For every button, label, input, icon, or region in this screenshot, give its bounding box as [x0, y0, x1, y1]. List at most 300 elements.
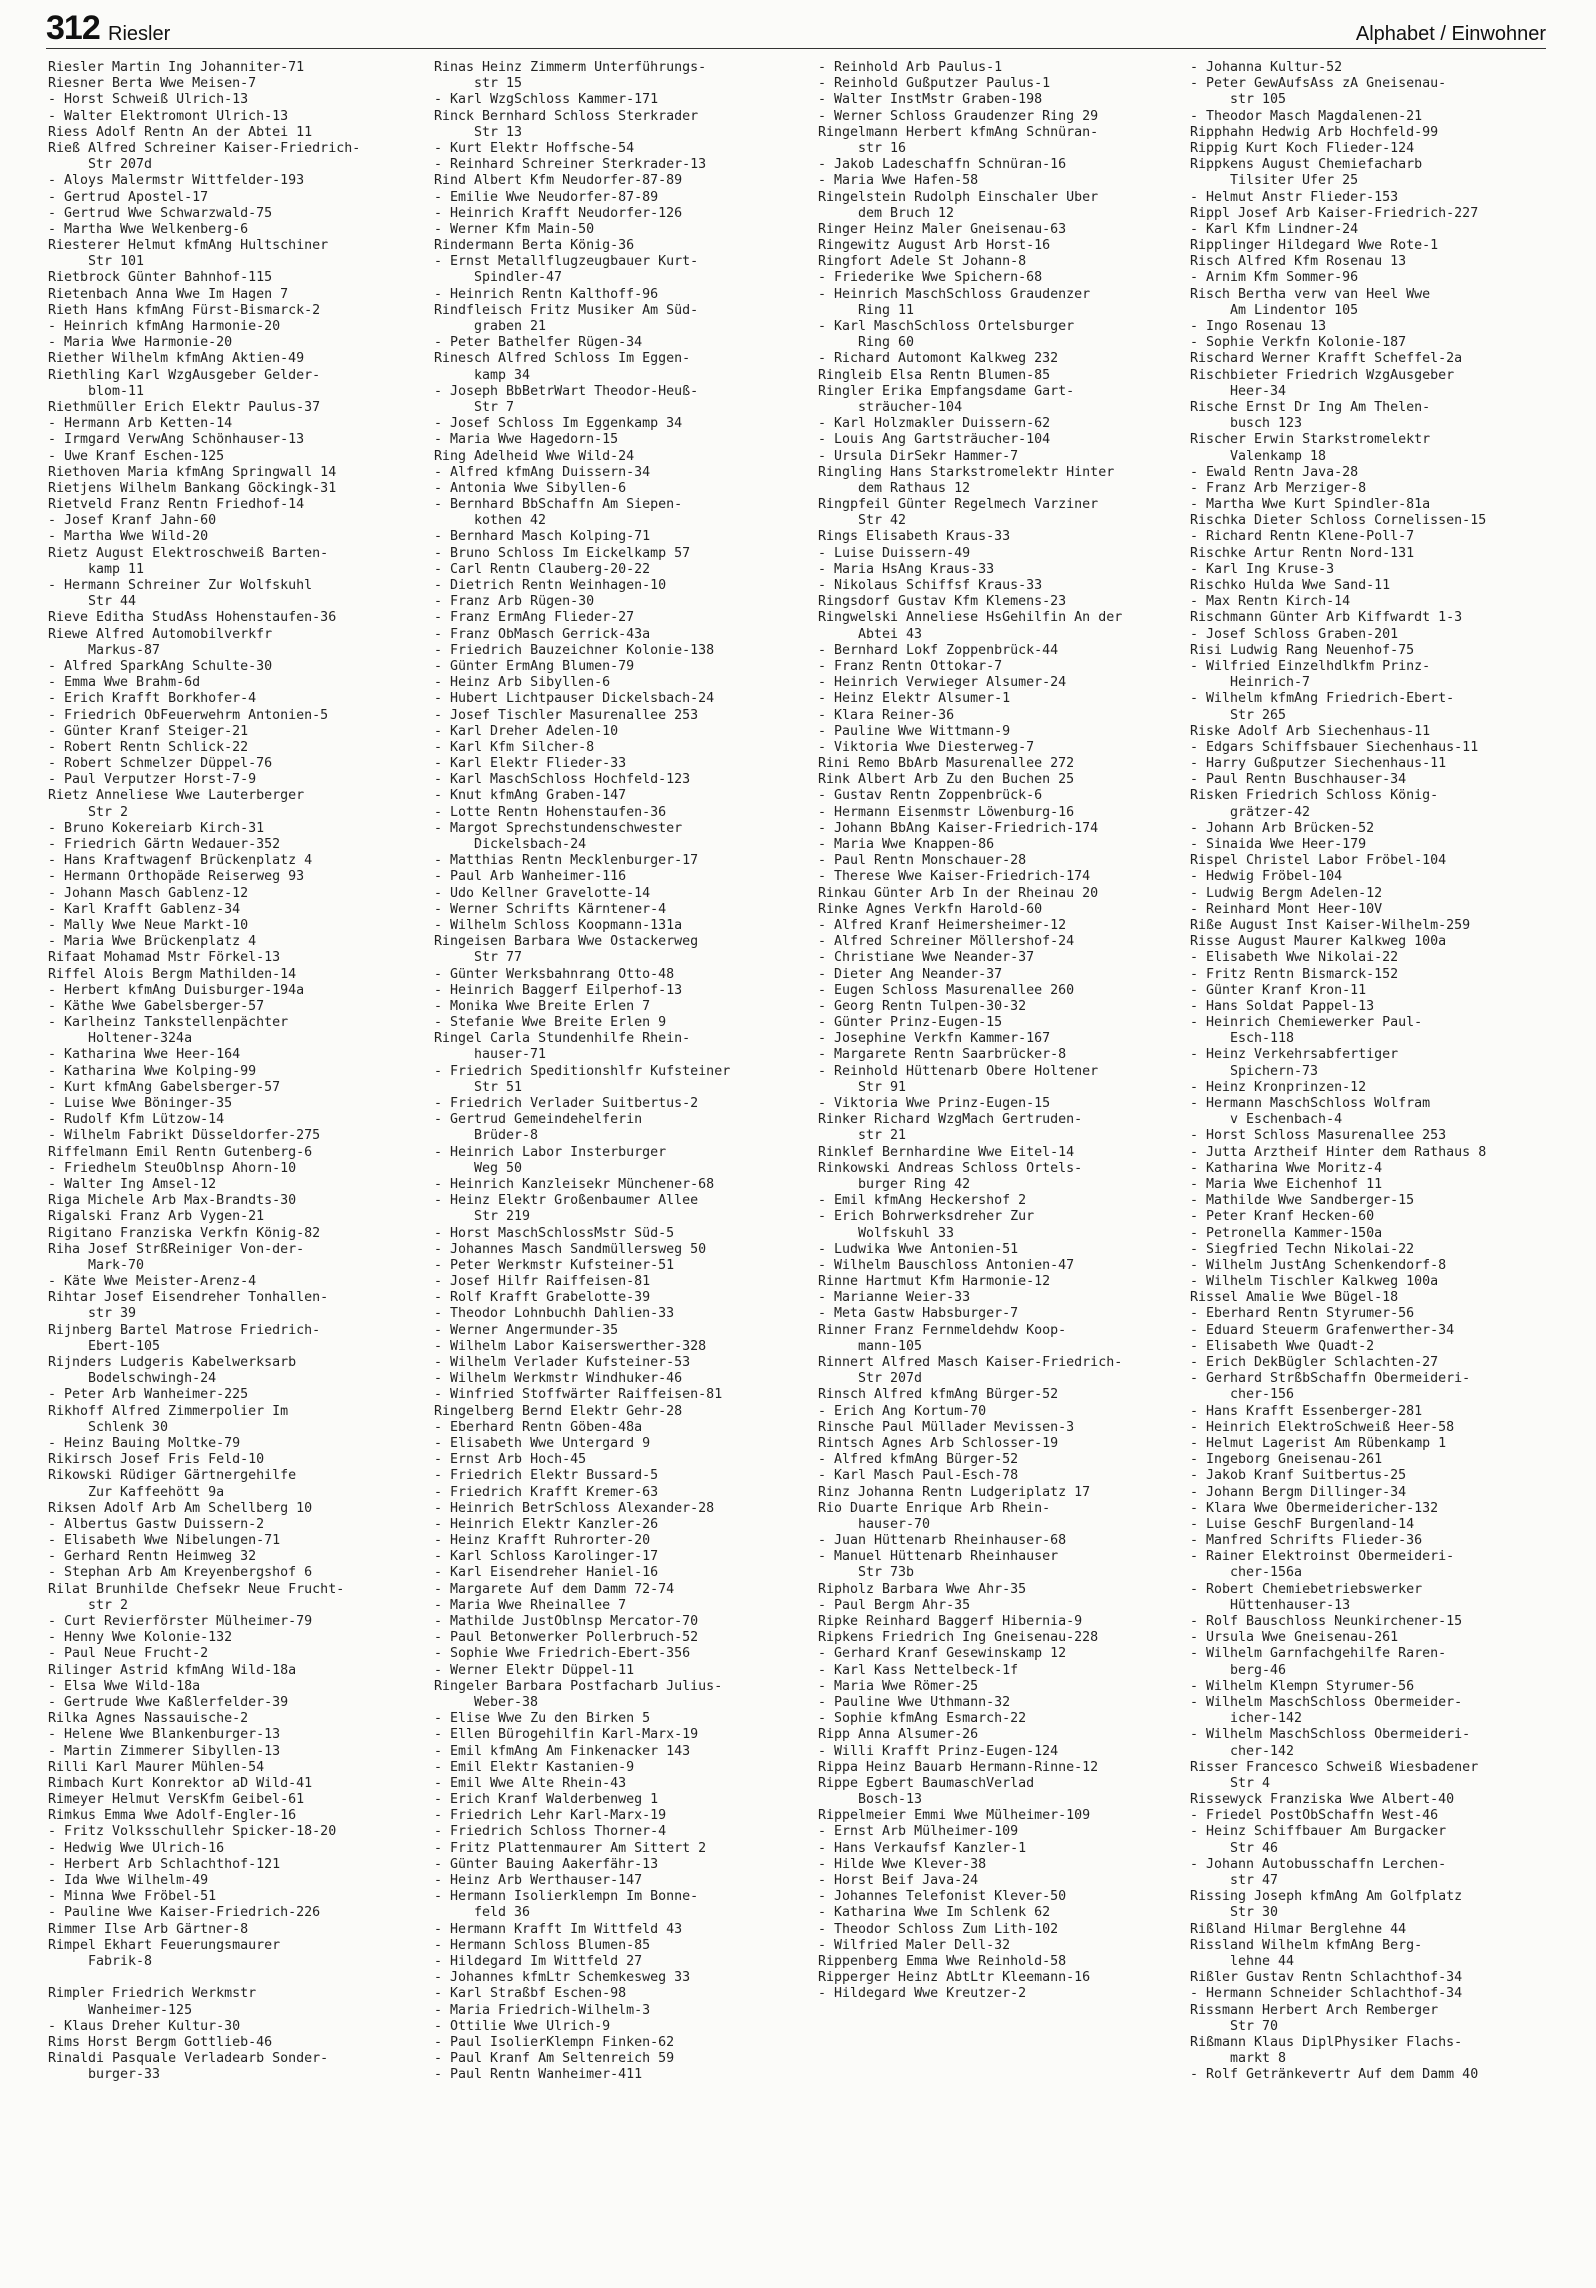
directory-entry: Rifaat Mohamad Mstr Förkel-13	[48, 950, 281, 966]
header-rule	[46, 48, 1546, 49]
directory-entry: - Hermann Schloss Blumen-85	[434, 1937, 651, 1953]
directory-entry: - Wilhelm Klempn Styrumer-56	[1190, 1678, 1415, 1694]
directory-entry: Rischmann Günter Arb Kiffwardt 1-3	[1190, 610, 1463, 626]
directory-entry: - Reinhard Mont Heer-10V	[1190, 901, 1383, 917]
directory-entry: Ripplinger Hildegard Wwe Rote-1	[1190, 238, 1439, 254]
directory-entry: Rigalski Franz Arb Vygen-21	[48, 1209, 265, 1225]
directory-entry: - Gertrude Wwe Kaßlerfelder-39	[48, 1694, 289, 1710]
directory-entry: - Alfred kfmAng Bürger-52	[818, 1452, 1019, 1468]
directory-entry: - Maria Wwe Harmonie-20	[48, 335, 233, 351]
directory-entry: Rissing Joseph kfmAng Am Golfplatz	[1190, 1889, 1463, 1905]
directory-entry: - Hans Kraftwagenf Brückenplatz 4	[48, 853, 313, 869]
directory-entry: - Friedrich Elektr Bussard-5	[434, 1468, 659, 1484]
entry-continuation: Str 7	[474, 399, 515, 415]
directory-entry: Ringleib Elsa Rentn Blumen-85	[818, 367, 1051, 383]
directory-entry: - Hans Krafft Essenberger-281	[1190, 1403, 1423, 1419]
directory-entry: Rinner Franz Fernmeldehdw Koop-	[818, 1322, 1067, 1338]
directory-entry: - Maria Wwe Brückenplatz 4	[48, 934, 257, 950]
directory-entry: - Hubert Lichtpauser Dickelsbach-24	[434, 691, 715, 707]
directory-entry: Rindermann Berta König-36	[434, 238, 635, 254]
directory-entry: - Mathilde Wwe Sandberger-15	[1190, 1193, 1415, 1209]
entry-continuation: Wolfskuhl 33	[858, 1225, 955, 1241]
directory-entry: Rischbieter Friedrich WzgAusgeber	[1190, 367, 1455, 383]
directory-entry: - Monika Wwe Breite Erlen 7	[434, 998, 651, 1014]
entry-continuation: Valenkamp 18	[1230, 448, 1327, 464]
directory-entry: - Eberhard Rentn Styrumer-56	[1190, 1306, 1415, 1322]
entry-continuation: Hüttenhauser-13	[1230, 1597, 1351, 1613]
directory-entry: - Knut kfmAng Graben-147	[434, 788, 627, 804]
directory-entry: - Karl Kass Nettelbeck-1f	[818, 1662, 1019, 1678]
directory-entry: Riffel Alois Bergm Mathilden-14	[48, 966, 297, 982]
directory-entry: - Paul Verputzer Horst-7-9	[48, 772, 257, 788]
directory-entry: - Margot Sprechstundenschwester	[434, 820, 683, 836]
directory-entry: - Friedrich Verlader Suitbertus-2	[434, 1096, 699, 1111]
directory-entry: - Peter GewAufsAss zA Gneisenau-	[1190, 76, 1447, 92]
directory-entry: Riesterer Helmut kfmAng Hultschiner	[48, 238, 329, 254]
directory-entry: Rietz Anneliese Wwe Lauterberger	[48, 788, 305, 804]
entry-continuation: mann-105	[858, 1338, 923, 1354]
directory-entry: - Ellen Bürogehilfin Karl-Marx-19	[434, 1727, 699, 1743]
directory-entry: - Reinhold Arb Paulus-1	[818, 60, 1003, 75]
directory-entry: - Horst Schloss Masurenallee 253	[1190, 1128, 1447, 1144]
directory-entry: Rißland Hilmar Berglehne 44	[1190, 1921, 1407, 1937]
running-head-name: Riesler	[108, 23, 171, 45]
directory-entry: Rinz Johanna Rentn Ludgeriplatz 17	[818, 1484, 1091, 1500]
entry-continuation: icher-142	[1230, 1711, 1303, 1727]
directory-entry: - Katharina Wwe Im Schlenk 62	[818, 1905, 1051, 1921]
entry-continuation: Str 51	[474, 1079, 523, 1095]
directory-entry: - Emil Wwe Alte Rhein-43	[434, 1775, 627, 1791]
directory-entry: Riffelmann Emil Rentn Gutenberg-6	[48, 1144, 313, 1160]
directory-entry: - Dietrich Rentn Weinhagen-10	[434, 578, 667, 593]
directory-entry: - Hans Soldat Pappel-13	[1190, 998, 1375, 1014]
entry-continuation: str 105	[1230, 92, 1287, 108]
entry-continuation: Am Lindentor 105	[1230, 302, 1359, 318]
entry-continuation: lehne 44	[1230, 1953, 1295, 1969]
directory-entry: - Friedrich Krafft Kremer-63	[434, 1484, 659, 1500]
entry-continuation: kamp 34	[474, 367, 531, 383]
directory-entry: - Karl MaschSchloss Ortelsburger	[818, 319, 1075, 334]
directory-entry: - Horst Schweiß Ulrich-13	[48, 92, 249, 108]
directory-entry: - Alfred Schreiner Möllershof-24	[818, 934, 1075, 950]
directory-entry: - Willi Krafft Prinz-Eugen-124	[818, 1743, 1059, 1759]
directory-entry: - Karl Kfm Silcher-8	[434, 739, 595, 755]
directory-entry: Rieth Hans kfmAng Fürst-Bismarck-2	[48, 302, 321, 318]
directory-entry: - Gerhard Kranf Gesewinskamp 12	[818, 1646, 1067, 1662]
directory-entry: - Werner Schrifts Kärntener-4	[434, 901, 667, 917]
directory-entry: - Marianne Weier-33	[818, 1290, 971, 1306]
directory-entry: - Klara Wwe Obermeidericher-132	[1190, 1500, 1439, 1516]
directory-entry: - Theodor Schloss Zum Lith-102	[818, 1921, 1059, 1937]
directory-entry: - Friedrich ObFeuerwehrm Antonien-5	[48, 707, 329, 723]
entry-continuation: kothen 42	[474, 513, 547, 529]
directory-entry: - Bruno Kokereiarb Kirch-31	[48, 820, 265, 836]
directory-entry: - Elise Wwe Zu den Birken 5	[434, 1711, 651, 1727]
directory-entry: - Antonia Wwe Sibyllen-6	[434, 480, 627, 496]
directory-entry: - Wilhelm Werkmstr Windhuker-46	[434, 1371, 683, 1387]
directory-entry: - Joseph BbBetrWart Theodor-Heuß-	[434, 383, 699, 399]
directory-entry: Rissland Wilhelm kfmAng Berg-	[1190, 1937, 1423, 1953]
directory-entry: Ringler Erika Empfangsdame Gart-	[818, 383, 1075, 399]
entry-continuation: Dickelsbach-24	[474, 837, 587, 852]
directory-entry: - Heinrich Labor Insterburger	[434, 1144, 667, 1160]
directory-entry: - Günter Bauing Aakerfähr-13	[434, 1856, 659, 1872]
directory-entry: Rimpel Ekhart Feuerungsmaurer	[48, 1937, 281, 1953]
entry-continuation: cher-156a	[1230, 1565, 1303, 1581]
directory-entry: Ringling Hans Starkstromelektr Hinter	[818, 464, 1115, 480]
directory-entry: Rinkau Günter Arb In der Rheinau 20	[818, 885, 1099, 901]
directory-entry: Rinne Hartmut Kfm Harmonie-12	[818, 1274, 1051, 1290]
directory-entry: - Robert Rentn Schlick-22	[48, 739, 249, 755]
directory-entry: - Gerhard Rentn Heimweg 32	[48, 1549, 257, 1565]
directory-entry: - Maria Wwe Knappen-86	[818, 837, 995, 852]
directory-entry: - Peter Arb Wanheimer-225	[48, 1387, 249, 1403]
directory-entry: - Friedrich Schloss Thorner-4	[434, 1824, 667, 1840]
directory-entry: - Reinhold Hüttenarb Obere Holtener	[818, 1063, 1099, 1079]
directory-entry: - Udo Kellner Gravelotte-14	[434, 885, 651, 901]
directory-entry: Riethmüller Erich Elektr Paulus-37	[48, 399, 321, 415]
directory-entry: Ripke Reinhard Baggerf Hibernia-9	[818, 1614, 1083, 1629]
directory-entry: - Johanna Kultur-52	[1190, 60, 1343, 75]
directory-entry: Rippenberg Emma Wwe Reinhold-58	[818, 1953, 1067, 1969]
directory-entry: - Friederike Wwe Spichern-68	[818, 270, 1043, 286]
directory-entry: - Walter Ing Amsel-12	[48, 1176, 217, 1192]
directory-entry: - Heinrich Elektr Kanzler-26	[434, 1516, 659, 1532]
directory-entry: - Katharina Wwe Heer-164	[48, 1047, 241, 1063]
directory-entry: - Sophie kfmAng Esmarch-22	[818, 1711, 1027, 1727]
directory-entry: - Sophie Verkfn Kolonie-187	[1190, 335, 1407, 351]
entry-continuation: Bodelschwingh-24	[88, 1371, 217, 1387]
directory-entry: - Johannes Telefonist Klever-50	[818, 1889, 1067, 1905]
directory-entry: - Richard Automont Kalkweg 232	[818, 351, 1059, 367]
directory-entry: - Herbert Arb Schlachthof-121	[48, 1856, 281, 1872]
directory-entry: - Curt Revierförster Mülheimer-79	[48, 1614, 313, 1629]
directory-entry: Ringelberg Bernd Elektr Gehr-28	[434, 1403, 683, 1419]
entry-continuation: berg-46	[1230, 1662, 1287, 1678]
directory-entry: - Paul Betonwerker Pollerbruch-52	[434, 1630, 699, 1646]
directory-entry: Risken Friedrich Schloss König-	[1190, 788, 1439, 804]
directory-entry: - Heinrich Kanzleisekr Münchener-68	[434, 1176, 715, 1192]
directory-entry: - Theodor Lohnbuchh Dahlien-33	[434, 1306, 675, 1322]
entry-continuation: str 16	[858, 140, 907, 156]
directory-entry: - Hermann Arb Ketten-14	[48, 416, 233, 432]
directory-entry: - Katharina Wwe Kolping-99	[48, 1063, 257, 1079]
directory-entry: - Günter Kranf Steiger-21	[48, 723, 249, 739]
directory-entry: - Franz Rentn Ottokar-7	[818, 658, 1003, 674]
entry-continuation: Str 46	[1230, 1840, 1279, 1856]
directory-entry: - Martha Wwe Kurt Spindler-81a	[1190, 497, 1431, 513]
entry-continuation: Str 77	[474, 950, 523, 966]
directory-entry: - Gertrud Apostel-17	[48, 189, 209, 205]
directory-entry: - Walter Elektromont Ulrich-13	[48, 108, 289, 124]
directory-entry: - Johannes Masch Sandmüllersweg 50	[434, 1241, 707, 1257]
directory-entry: - Martha Wwe Wild-20	[48, 529, 209, 545]
entry-continuation: str 15	[474, 76, 523, 92]
directory-entry: Ringfort Adele St Johann-8	[818, 254, 1027, 270]
directory-entry: - Aloys Malermstr Wittfelder-193	[48, 173, 305, 189]
directory-entry: - Uwe Kranf Eschen-125	[48, 448, 225, 464]
entry-continuation: Fabrik-8	[88, 1953, 153, 1969]
directory-entry: - Mathilde JustOblnsp Mercator-70	[434, 1614, 699, 1629]
directory-entry: Rilli Karl Maurer Mühlen-54	[48, 1759, 265, 1775]
directory-entry: Riße August Inst Kaiser-Wilhelm-259	[1190, 917, 1471, 933]
directory-entry: - Heinrich ElektroSchweiß Heer-58	[1190, 1419, 1455, 1435]
entry-continuation: busch 123	[1230, 416, 1303, 432]
directory-entry: Rissel Amalie Wwe Bügel-18	[1190, 1290, 1399, 1306]
directory-entry: - Ernst Metallflugzeugbauer Kurt-	[434, 254, 699, 270]
directory-entry: - Heinz Verkehrsabfertiger	[1190, 1047, 1399, 1063]
directory-entry: - Louis Ang Gartsträucher-104	[818, 432, 1051, 448]
directory-entry: - Carl Rentn Clauberg-20-22	[434, 561, 651, 577]
directory-entry: - Eduard Steuerm Grafenwerther-34	[1190, 1322, 1455, 1338]
directory-entry: - Robert Chemiebetriebswerker	[1190, 1581, 1423, 1597]
directory-entry: - Wilhelm MaschSchloss Obermeider-	[1190, 1694, 1463, 1710]
directory-entry: - Hermann Orthopäde Reiserweg 93	[48, 869, 305, 885]
entry-continuation: Schlenk 30	[88, 1419, 169, 1435]
directory-entry: - Karl Ing Kruse-3	[1190, 561, 1335, 577]
directory-entry: Riha Josef StrßReiniger Von-der-	[48, 1241, 305, 1257]
directory-entry: Rintsch Agnes Arb Schlosser-19	[818, 1435, 1059, 1451]
directory-entry: - Matthias Rentn Mecklenburger-17	[434, 853, 699, 869]
directory-entry: - Käthe Wwe Gabelsberger-57	[48, 998, 265, 1014]
directory-entry: - Maria Wwe Hagedorn-15	[434, 432, 619, 448]
entry-continuation: Markus-87	[88, 642, 161, 658]
directory-entry: - Ida Wwe Wilhelm-49	[48, 1873, 209, 1888]
directory-entry: - Erich Ang Kortum-70	[818, 1403, 987, 1419]
directory-entry: - Harry Gußputzer Siechenhaus-11	[1190, 756, 1447, 772]
directory-entry: - Emma Wwe Brahm-6d	[48, 675, 201, 691]
entry-continuation: sträucher-104	[858, 399, 963, 415]
directory-entry: - Winfried Stoffwärter Raiffeisen-81	[434, 1387, 723, 1403]
directory-entry: - Karl Elektr Flieder-33	[434, 756, 627, 772]
entry-continuation: Ring 60	[858, 335, 915, 351]
directory-entry: - Bruno Schloss Im Eickelkamp 57	[434, 545, 691, 561]
directory-entry: - Hermann Isolierklempn Im Bonne-	[434, 1889, 699, 1905]
directory-entry: Rieve Editha StudAss Hohenstaufen-36	[48, 610, 337, 626]
directory-entry: Rims Horst Bergm Gottlieb-46	[48, 2034, 273, 2050]
entry-continuation: markt 8	[1230, 2051, 1287, 2067]
directory-entry: - Dieter Ang Neander-37	[818, 966, 1003, 982]
directory-entry: - Emil kfmAng Heckershof 2	[818, 1193, 1027, 1209]
directory-entry: Rippl Josef Arb Kaiser-Friedrich-227	[1190, 205, 1479, 221]
directory-entry: - Reinhold Gußputzer Paulus-1	[818, 76, 1051, 92]
directory-entry: - Johann Arb Brücken-52	[1190, 820, 1375, 836]
directory-entry: - Gerhard StrßbSchaffn Obermeideri-	[1190, 1371, 1471, 1387]
directory-entry: - Friedrich Bauzeichner Kolonie-138	[434, 642, 715, 658]
entry-continuation: str 39	[88, 1306, 137, 1322]
directory-entry: - Rolf Bauschloss Neunkirchener-15	[1190, 1614, 1463, 1629]
entry-continuation: Str 13	[474, 124, 523, 140]
directory-entry: - Maria Wwe Römer-25	[818, 1678, 979, 1694]
section-title: Alphabet / Einwohner	[1355, 23, 1546, 45]
entry-continuation: Str 91	[858, 1079, 907, 1095]
directory-entry: - Paul Kranf Am Seltenreich 59	[434, 2051, 675, 2067]
directory-entry: - Ernst Arb Hoch-45	[434, 1452, 587, 1468]
directory-entry: - Werner Kfm Main-50	[434, 221, 595, 237]
entry-continuation: Weg 50	[474, 1160, 523, 1176]
directory-entry: Ringewitz August Arb Horst-16	[818, 238, 1051, 254]
directory-entry: - Günter ErmAng Blumen-79	[434, 658, 635, 674]
directory-entry: - Georg Rentn Tulpen-30-32	[818, 998, 1027, 1014]
directory-entry: - Klaus Dreher Kultur-30	[48, 2018, 241, 2034]
directory-entry: - Edgars Schiffsbauer Siechenhaus-11	[1190, 739, 1479, 755]
directory-entry: - Käte Wwe Meister-Arenz-4	[48, 1274, 257, 1290]
directory-entry: Ripperger Heinz AbtLtr Kleemann-16	[818, 1970, 1091, 1986]
directory-entry: - Gertrud Wwe Schwarzwald-75	[48, 205, 273, 221]
directory-entry: - Karl Krafft Gablenz-34	[48, 901, 241, 917]
entry-continuation: hauser-71	[474, 1047, 547, 1063]
directory-entry: - Erich DekBügler Schlachten-27	[1190, 1355, 1439, 1370]
directory-entry: - Bernhard BbSchaffn Am Siepen-	[434, 497, 683, 513]
entry-continuation: Str 207d	[858, 1371, 923, 1387]
directory-entry: - Christiane Wwe Neander-37	[818, 950, 1035, 966]
directory-entry: - Wilhelm Tischler Kalkweg 100a	[1190, 1274, 1439, 1290]
directory-entry: Rilinger Astrid kfmAng Wild-18a	[48, 1662, 297, 1678]
directory-entry: Rietveld Franz Rentn Friedhof-14	[48, 497, 305, 513]
directory-entry: - Johann Bergm Dillinger-34	[1190, 1484, 1407, 1500]
directory-entry: - Wilfried Einzelhdlkfm Prinz-	[1190, 658, 1431, 674]
directory-entry: - Karl Holzmakler Duissern-62	[818, 416, 1051, 432]
directory-entry: - Maria HsAng Kraus-33	[818, 561, 995, 577]
directory-column-1	[48, 60, 398, 2270]
entry-continuation: burger-33	[88, 2067, 161, 2083]
directory-entry: Risse August Maurer Kalkweg 100a	[1190, 934, 1447, 950]
directory-entry: - Sinaida Wwe Heer-179	[1190, 837, 1367, 852]
entry-continuation: Str 73b	[858, 1565, 915, 1581]
entry-continuation: str 21	[858, 1128, 907, 1144]
directory-entry: - Herbert kfmAng Duisburger-194a	[48, 982, 305, 998]
directory-entry: - Elisabeth Wwe Nibelungen-71	[48, 1533, 281, 1549]
directory-entry: Rigitano Franziska Verkfn König-82	[48, 1225, 321, 1241]
directory-entry: Rijnberg Bartel Matrose Friedrich-	[48, 1322, 321, 1338]
directory-entry: Rimmer Ilse Arb Gärtner-8	[48, 1921, 249, 1937]
directory-entry: - Helene Wwe Blankenburger-13	[48, 1727, 281, 1743]
directory-entry: - Pauline Wwe Kaiser-Friedrich-226	[48, 1905, 321, 1921]
directory-entry: Riesner Berta Wwe Meisen-7	[48, 76, 257, 92]
directory-entry: - Günter Werksbahnrang Otto-48	[434, 966, 675, 982]
entry-continuation: dem Rathaus 12	[858, 480, 971, 496]
directory-entry: - Karl Kfm Lindner-24	[1190, 221, 1359, 237]
directory-entry: - Arnim Kfm Sommer-96	[1190, 270, 1359, 286]
entry-continuation: Weber-38	[474, 1694, 539, 1710]
directory-entry: Rinkowski Andreas Schloss Ortels-	[818, 1160, 1083, 1176]
directory-entry: Rinesch Alfred Schloss Im Eggen-	[434, 351, 691, 367]
directory-entry: - Josef Schloss Graben-201	[1190, 626, 1399, 642]
directory-entry: - Heinz Elektr Großenbaumer Allee	[434, 1193, 699, 1209]
directory-entry: Riethling Karl WzgAusgeber Gelder-	[48, 367, 321, 383]
directory-entry: Rinas Heinz Zimmerm Unterführungs-	[434, 60, 707, 75]
entry-continuation: Abtei 43	[858, 626, 923, 642]
directory-entry: - Jutta Arztheif Hinter dem Rathaus 8	[1190, 1144, 1487, 1160]
directory-entry: Rio Duarte Enrique Arb Rhein-	[818, 1500, 1051, 1516]
directory-entry: Rissmann Herbert Arch Remberger	[1190, 2002, 1439, 2018]
directory-entry: Ringsdorf Gustav Kfm Klemens-23	[818, 594, 1067, 610]
directory-entry: - Manfred Schrifts Flieder-36	[1190, 1533, 1423, 1549]
directory-entry: - Paul Rentn Buschhauser-34	[1190, 772, 1407, 788]
page-header	[46, 8, 1546, 48]
entry-continuation: blom-11	[88, 383, 145, 399]
directory-entry: - Hermann Krafft Im Wittfeld 43	[434, 1921, 683, 1937]
directory-entry: - Wilhelm JustAng Schenkendorf-8	[1190, 1257, 1447, 1273]
directory-entry: - Hilde Wwe Klever-38	[818, 1856, 987, 1872]
entry-continuation: str 47	[1230, 1873, 1279, 1888]
directory-entry: - Franz ErmAng Flieder-27	[434, 610, 635, 626]
directory-entry: - Heinrich MaschSchloss Graudenzer	[818, 286, 1091, 302]
directory-entry: - Alfred Kranf Heimersheimer-12	[818, 917, 1067, 933]
directory-entry: - Paul IsolierKlempn Finken-62	[434, 2034, 675, 2050]
directory-entry: - Franz Arb Merziger-8	[1190, 480, 1367, 496]
entry-continuation: Bosch-13	[858, 1792, 923, 1808]
directory-entry: - Elisabeth Wwe Nikolai-22	[1190, 950, 1399, 966]
directory-entry: - Friedhelm SteuOblnsp Ahorn-10	[48, 1160, 297, 1176]
directory-entry: Risch Bertha verw van Heel Wwe	[1190, 286, 1431, 302]
directory-entry: - Erich Kranf Walderbenweg 1	[434, 1792, 659, 1808]
directory-entry: - Wilhelm Garnfachgehilfe Raren-	[1190, 1646, 1447, 1662]
directory-entry: - Reinhard Schreiner Sterkrader-13	[434, 157, 707, 173]
directory-entry: - Martha Wwe Welkenberg-6	[48, 221, 249, 237]
directory-entry: - Emilie Wwe Neudorfer-87-89	[434, 189, 659, 205]
directory-column-2	[434, 60, 784, 2270]
directory-entry: - Therese Wwe Kaiser-Friedrich-174	[818, 869, 1091, 885]
entry-continuation: Spindler-47	[474, 270, 563, 286]
directory-entry: - Karl Dreher Adelen-10	[434, 723, 619, 739]
blank-line	[48, 1970, 398, 1986]
directory-entry: - Johann Masch Gablenz-12	[48, 885, 249, 901]
directory-entry: Rinker Richard WzgMach Gertruden-	[818, 1112, 1083, 1128]
directory-entry: - Robert Schmelzer Düppel-76	[48, 756, 273, 772]
directory-entry: - Juan Hüttenarb Rheinhauser-68	[818, 1533, 1067, 1549]
entry-continuation: Ring 11	[858, 302, 915, 318]
directory-entry: - Wilhelm MaschSchloss Obermeideri-	[1190, 1727, 1471, 1743]
directory-entry: - Theodor Masch Magdalenen-21	[1190, 108, 1423, 124]
directory-entry: - Manuel Hüttenarb Rheinhauser	[818, 1549, 1059, 1565]
directory-entry: - Werner Schloss Graudenzer Ring 29	[818, 108, 1099, 124]
directory-entry: - Hedwig Wwe Ulrich-16	[48, 1840, 225, 1856]
directory-entry: Ring Adelheid Wwe Wild-24	[434, 448, 635, 464]
directory-entry: - Margarete Rentn Saarbrücker-8	[818, 1047, 1067, 1063]
directory-entry: - Heinrich Baggerf Eilperhof-13	[434, 982, 683, 998]
entry-continuation: Str 101	[88, 254, 145, 270]
directory-entry: - Heinrich kfmAng Harmonie-20	[48, 319, 281, 334]
directory-entry: Ringelstein Rudolph Einschaler Über	[818, 189, 1099, 205]
entry-continuation: Mark-70	[88, 1257, 145, 1273]
directory-entry: - Alfred SparkAng Schulte-30	[48, 658, 273, 674]
directory-entry: - Gustav Rentn Zoppenbrück-6	[818, 788, 1043, 804]
entry-continuation: Brüder-8	[474, 1128, 539, 1144]
directory-entry: Rischka Dieter Schloss Cornelissen-15	[1190, 513, 1487, 529]
directory-entry: - Wilhelm Schloss Koopmann-131a	[434, 917, 683, 933]
directory-entry: - Jakob Kranf Suitbertus-25	[1190, 1468, 1407, 1484]
directory-entry: - Richard Rentn Klene-Poll-7	[1190, 529, 1415, 545]
directory-entry: - Emil Elektr Kastanien-9	[434, 1759, 635, 1775]
entry-continuation: hauser-70	[858, 1516, 931, 1532]
directory-entry: - Erich Bohrwerksdreher Zur	[818, 1209, 1035, 1225]
directory-entry: - Paul Rentn Monschauer-28	[818, 853, 1027, 869]
directory-entry: - Rainer Elektroinst Obermeideri-	[1190, 1549, 1455, 1565]
directory-entry: - Ottilie Wwe Ulrich-9	[434, 2018, 611, 2034]
directory-entry: Rind Albert Kfm Neudorfer-87-89	[434, 173, 683, 189]
directory-entry: Riksen Adolf Arb Am Schellberg 10	[48, 1500, 313, 1516]
entry-continuation: Esch-118	[1230, 1031, 1295, 1047]
directory-entry: Rippig Kurt Koch Flieder-124	[1190, 140, 1415, 156]
directory-column-3	[818, 60, 1168, 2270]
directory-entry: Rippkens August Chemiefacharb	[1190, 157, 1423, 173]
directory-entry: Rischke Artur Rentn Nord-131	[1190, 545, 1415, 561]
directory-entry: - Stephan Arb Am Kreyenbergshof 6	[48, 1565, 313, 1581]
directory-entry: - Peter Werkmstr Kufsteiner-51	[434, 1257, 675, 1273]
directory-entry: - Horst Beif Java-24	[818, 1873, 979, 1888]
directory-entry: - Ursula DirSekr Hammer-7	[818, 448, 1019, 464]
